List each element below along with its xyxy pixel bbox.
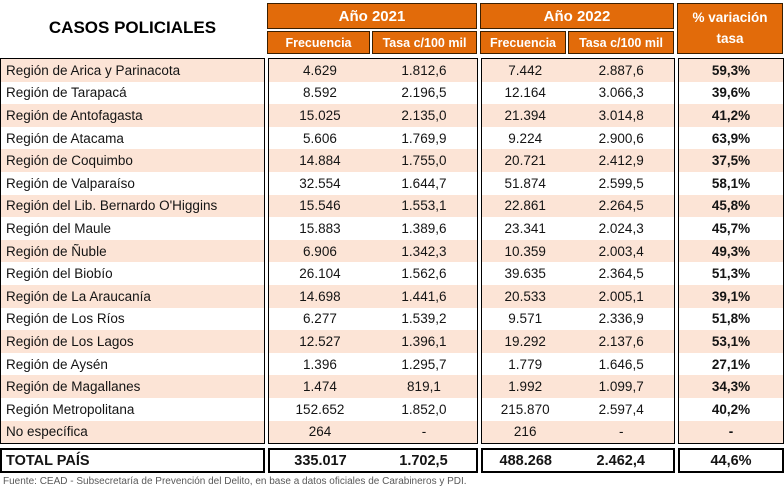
rate-2021-value: 1.644,7 bbox=[401, 175, 447, 191]
frequency-2022-value: 12.164 bbox=[504, 85, 546, 101]
variation-value: 51,3% bbox=[711, 266, 751, 282]
table-row-2021 bbox=[269, 375, 477, 398]
rate-2022-value: 3.066,3 bbox=[598, 85, 644, 101]
region-name: Región de Antofagasta bbox=[6, 107, 143, 123]
table-row-region bbox=[1, 217, 264, 240]
table-row-region bbox=[1, 240, 264, 263]
table-row-2022 bbox=[482, 195, 674, 218]
table-row-variation bbox=[679, 398, 783, 421]
frequency-2022-value: 1.992 bbox=[508, 379, 543, 395]
table-row-variation bbox=[679, 59, 783, 82]
frequency-2022-value: 39.635 bbox=[504, 266, 546, 282]
table-row-2022 bbox=[482, 82, 674, 105]
rate-2021-value: 1.539,2 bbox=[401, 311, 447, 327]
rate-2022-value: 3.014,8 bbox=[598, 107, 644, 123]
table-row-2022 bbox=[482, 240, 674, 263]
frequency-2022-value: 9.571 bbox=[508, 311, 543, 327]
total-rate-2021: 1.702,5 bbox=[399, 452, 448, 469]
variation-value: 45,8% bbox=[711, 198, 751, 214]
variation-value: 51,8% bbox=[711, 311, 751, 327]
table-row-2021 bbox=[269, 127, 477, 150]
frequency-2021-value: 15.025 bbox=[299, 107, 341, 123]
rate-2022-value: 2.137,6 bbox=[598, 333, 644, 349]
variation-column bbox=[678, 58, 784, 444]
rate-2022-value: 2.364,5 bbox=[598, 266, 644, 282]
frequency-2021-value: 26.104 bbox=[299, 266, 341, 282]
page-title: CASOS POLICIALES bbox=[48, 17, 217, 37]
variation-value: 45,7% bbox=[711, 220, 751, 236]
year-2021-column-group bbox=[268, 58, 478, 444]
source-note: Fuente: CEAD - Subsecretaría de Prevención del Delito, en base a datos oficiales de Carabineros y PDI. bbox=[3, 476, 467, 486]
header-frequency-2021: Frecuencia bbox=[267, 31, 370, 54]
rate-2021-value: 1.441,6 bbox=[401, 288, 447, 304]
table-row-region bbox=[1, 149, 264, 172]
table-row-variation bbox=[679, 195, 783, 218]
region-name: Región de Arica y Parinacota bbox=[6, 62, 181, 78]
rate-2021-value: 1.755,0 bbox=[401, 153, 447, 169]
header-variation-line2: tasa bbox=[716, 30, 744, 46]
variation-value: 59,3% bbox=[711, 62, 751, 78]
table-row-2021 bbox=[269, 149, 477, 172]
table-row-region bbox=[1, 262, 264, 285]
table-row-2021 bbox=[269, 353, 477, 376]
rate-2021-value: 1.812,6 bbox=[401, 62, 447, 78]
frequency-2021-value: 14.698 bbox=[299, 288, 341, 304]
frequency-2022-value: 51.874 bbox=[504, 175, 546, 191]
rate-2022-value: 2.336,9 bbox=[598, 311, 644, 327]
region-name: Región de La Araucanía bbox=[6, 288, 151, 304]
region-name: Región Metropolitana bbox=[6, 401, 135, 417]
table-row-2021 bbox=[269, 240, 477, 263]
variation-value: - bbox=[728, 424, 734, 440]
table-row-2022 bbox=[482, 59, 674, 82]
region-name: Región de Aysén bbox=[6, 356, 108, 372]
rate-2022-value: 2.003,4 bbox=[598, 243, 644, 259]
frequency-2021-value: 4.629 bbox=[303, 62, 337, 78]
year-2022-column-group bbox=[481, 58, 675, 444]
table-row-2021 bbox=[269, 217, 477, 240]
table-row-region bbox=[1, 172, 264, 195]
frequency-2021-value: 6.277 bbox=[303, 311, 337, 327]
table-row-region bbox=[1, 59, 264, 82]
region-name: Región de Los Ríos bbox=[6, 311, 125, 327]
table-row-region bbox=[1, 375, 264, 398]
table-row-region bbox=[1, 104, 264, 127]
table-row-2022 bbox=[482, 172, 674, 195]
variation-value: 40,2% bbox=[711, 401, 751, 417]
rate-2021-value: 1.396,1 bbox=[401, 333, 447, 349]
table-row-2021 bbox=[269, 59, 477, 82]
table-row-variation bbox=[679, 262, 783, 285]
rate-2022-value: 2.024,3 bbox=[598, 220, 644, 236]
rate-2021-value: 1.852,0 bbox=[401, 401, 447, 417]
table-row-2022 bbox=[482, 104, 674, 127]
frequency-2021-value: 14.884 bbox=[299, 153, 341, 169]
total-frequency-2021: 335.017 bbox=[294, 452, 347, 469]
table-row-2021 bbox=[269, 172, 477, 195]
rate-2022-value: 1.646,5 bbox=[598, 356, 644, 372]
table-row-region bbox=[1, 285, 264, 308]
frequency-2021-value: 264 bbox=[308, 424, 332, 440]
rate-2021-value: 1.769,9 bbox=[401, 130, 447, 146]
rate-2021-value: 819,1 bbox=[407, 379, 441, 395]
rate-2021-value: 2.196,5 bbox=[401, 85, 447, 101]
table-row-2022 bbox=[482, 375, 674, 398]
rate-2022-value: 2.900,6 bbox=[598, 130, 644, 146]
region-name: Región de Atacama bbox=[6, 130, 124, 146]
table-row-2021 bbox=[269, 104, 477, 127]
table-row-region bbox=[1, 330, 264, 353]
table-row-2022 bbox=[482, 353, 674, 376]
region-name: Región de Los Lagos bbox=[6, 333, 134, 349]
table-row-variation bbox=[679, 172, 783, 195]
region-name: Región de Magallanes bbox=[6, 379, 141, 395]
rate-2022-value: - bbox=[618, 424, 624, 440]
region-name: Región de Valparaíso bbox=[6, 175, 135, 191]
table-row-region bbox=[1, 308, 264, 331]
total-frequency-2022: 488.268 bbox=[499, 452, 552, 469]
table-row-region bbox=[1, 127, 264, 150]
variation-value: 58,1% bbox=[711, 175, 751, 191]
table-row-variation bbox=[679, 127, 783, 150]
rate-2022-value: 2.412,9 bbox=[598, 153, 644, 169]
frequency-2022-value: 20.533 bbox=[504, 288, 546, 304]
header-year-2022: Año 2022 bbox=[480, 3, 674, 29]
rate-2022-value: 2.887,6 bbox=[598, 62, 644, 78]
table-row-region bbox=[1, 195, 264, 218]
frequency-2022-value: 22.861 bbox=[504, 198, 546, 214]
total-variation: 44,6% bbox=[678, 448, 784, 473]
total-rate-2022: 2.462,4 bbox=[596, 452, 645, 469]
table-row-2021 bbox=[269, 421, 477, 444]
frequency-2021-value: 8.592 bbox=[303, 85, 337, 101]
rate-2022-value: 1.099,7 bbox=[598, 379, 644, 395]
total-2022-group bbox=[481, 448, 675, 473]
table-row-2021 bbox=[269, 308, 477, 331]
table-row-variation bbox=[679, 149, 783, 172]
region-name: Región del Lib. Bernardo O'Higgins bbox=[6, 198, 218, 214]
header-frequency-2022: Frecuencia bbox=[480, 31, 566, 54]
frequency-2021-value: 152.652 bbox=[295, 401, 345, 417]
rate-2021-value: 2.135,0 bbox=[401, 107, 447, 123]
frequency-2022-value: 216 bbox=[513, 424, 537, 440]
rate-2022-value: 2.264,5 bbox=[598, 198, 644, 214]
frequency-2021-value: 1.474 bbox=[303, 379, 337, 395]
frequency-2022-value: 10.359 bbox=[504, 243, 546, 259]
table-row-2022 bbox=[482, 285, 674, 308]
variation-value: 41,2% bbox=[711, 107, 751, 123]
table-row-variation bbox=[679, 330, 783, 353]
header-variation-line1: % variación bbox=[692, 10, 768, 26]
total-row bbox=[0, 448, 784, 473]
table-row-2022 bbox=[482, 217, 674, 240]
table-row-2022 bbox=[482, 330, 674, 353]
region-name: Región de Tarapacá bbox=[6, 85, 127, 101]
frequency-2022-value: 23.341 bbox=[504, 220, 546, 236]
frequency-2022-value: 19.292 bbox=[504, 333, 546, 349]
table-row-variation bbox=[679, 240, 783, 263]
frequency-2021-value: 1.396 bbox=[303, 356, 337, 372]
table-row-2022 bbox=[482, 398, 674, 421]
rate-2021-value: 1.342,3 bbox=[401, 243, 447, 259]
variation-value: 63,9% bbox=[711, 130, 751, 146]
table-row-region bbox=[1, 421, 264, 444]
variation-value: 34,3% bbox=[711, 379, 751, 395]
header-rate-2022: Tasa c/100 mil bbox=[568, 31, 674, 54]
table-row-2021 bbox=[269, 285, 477, 308]
table-row-2021 bbox=[269, 195, 477, 218]
table-row-2022 bbox=[482, 308, 674, 331]
rate-2021-value: 1.389,6 bbox=[401, 220, 447, 236]
variation-value: 49,3% bbox=[711, 243, 751, 259]
frequency-2021-value: 15.883 bbox=[299, 220, 341, 236]
region-name: Región de Ñuble bbox=[6, 243, 107, 259]
table-row-variation bbox=[679, 353, 783, 376]
variation-value: 39,6% bbox=[711, 85, 751, 101]
table-row-2021 bbox=[269, 330, 477, 353]
table-row-region bbox=[1, 398, 264, 421]
table-row-region bbox=[1, 353, 264, 376]
region-column bbox=[0, 58, 265, 444]
header-rate-2021: Tasa c/100 mil bbox=[372, 31, 477, 54]
frequency-2021-value: 12.527 bbox=[299, 333, 341, 349]
region-name: Región del Biobío bbox=[6, 266, 113, 282]
frequency-2022-value: 21.394 bbox=[504, 107, 546, 123]
table-row-2022 bbox=[482, 149, 674, 172]
rate-2022-value: 2.005,1 bbox=[598, 288, 644, 304]
variation-value: 39,1% bbox=[711, 288, 751, 304]
rate-2022-value: 2.599,5 bbox=[598, 175, 644, 191]
variation-value: 27,1% bbox=[711, 356, 751, 372]
frequency-2022-value: 1.779 bbox=[508, 356, 543, 372]
table-row-variation bbox=[679, 217, 783, 240]
total-label: TOTAL PAÍS bbox=[0, 448, 265, 473]
frequency-2021-value: 15.546 bbox=[299, 198, 341, 214]
header-variation bbox=[677, 3, 783, 54]
frequency-2022-value: 7.442 bbox=[508, 62, 543, 78]
table-row-variation bbox=[679, 104, 783, 127]
table-body bbox=[0, 58, 784, 444]
table-row-variation bbox=[679, 421, 783, 444]
region-name: Región del Maule bbox=[6, 220, 112, 236]
table-row-2022 bbox=[482, 127, 674, 150]
table-row-2022 bbox=[482, 262, 674, 285]
table-header bbox=[0, 0, 784, 55]
total-2021-group bbox=[268, 448, 478, 473]
table-row-2021 bbox=[269, 262, 477, 285]
table-row-variation bbox=[679, 308, 783, 331]
rate-2021-value: 1.553,1 bbox=[401, 198, 447, 214]
table-row-variation bbox=[679, 82, 783, 105]
rate-2021-value: - bbox=[421, 424, 427, 440]
header-year-2021: Año 2021 bbox=[267, 3, 477, 29]
table-row-variation bbox=[679, 375, 783, 398]
region-name: No específica bbox=[6, 424, 88, 440]
table-row-2021 bbox=[269, 82, 477, 105]
table-row-2021 bbox=[269, 398, 477, 421]
frequency-2021-value: 6.906 bbox=[303, 243, 337, 259]
region-name: Región de Coquimbo bbox=[6, 153, 133, 169]
frequency-2021-value: 32.554 bbox=[299, 175, 341, 191]
table-row-variation bbox=[679, 285, 783, 308]
rate-2021-value: 1.562,6 bbox=[401, 266, 447, 282]
table-row-region bbox=[1, 82, 264, 105]
frequency-2022-value: 215.870 bbox=[500, 401, 550, 417]
variation-value: 53,1% bbox=[711, 333, 751, 349]
frequency-2022-value: 9.224 bbox=[508, 130, 543, 146]
frequency-2021-value: 5.606 bbox=[303, 130, 337, 146]
variation-value: 37,5% bbox=[711, 153, 751, 169]
rate-2022-value: 2.597,4 bbox=[598, 401, 644, 417]
rate-2021-value: 1.295,7 bbox=[401, 356, 447, 372]
table-row-2022 bbox=[482, 421, 674, 444]
frequency-2022-value: 20.721 bbox=[504, 153, 546, 169]
